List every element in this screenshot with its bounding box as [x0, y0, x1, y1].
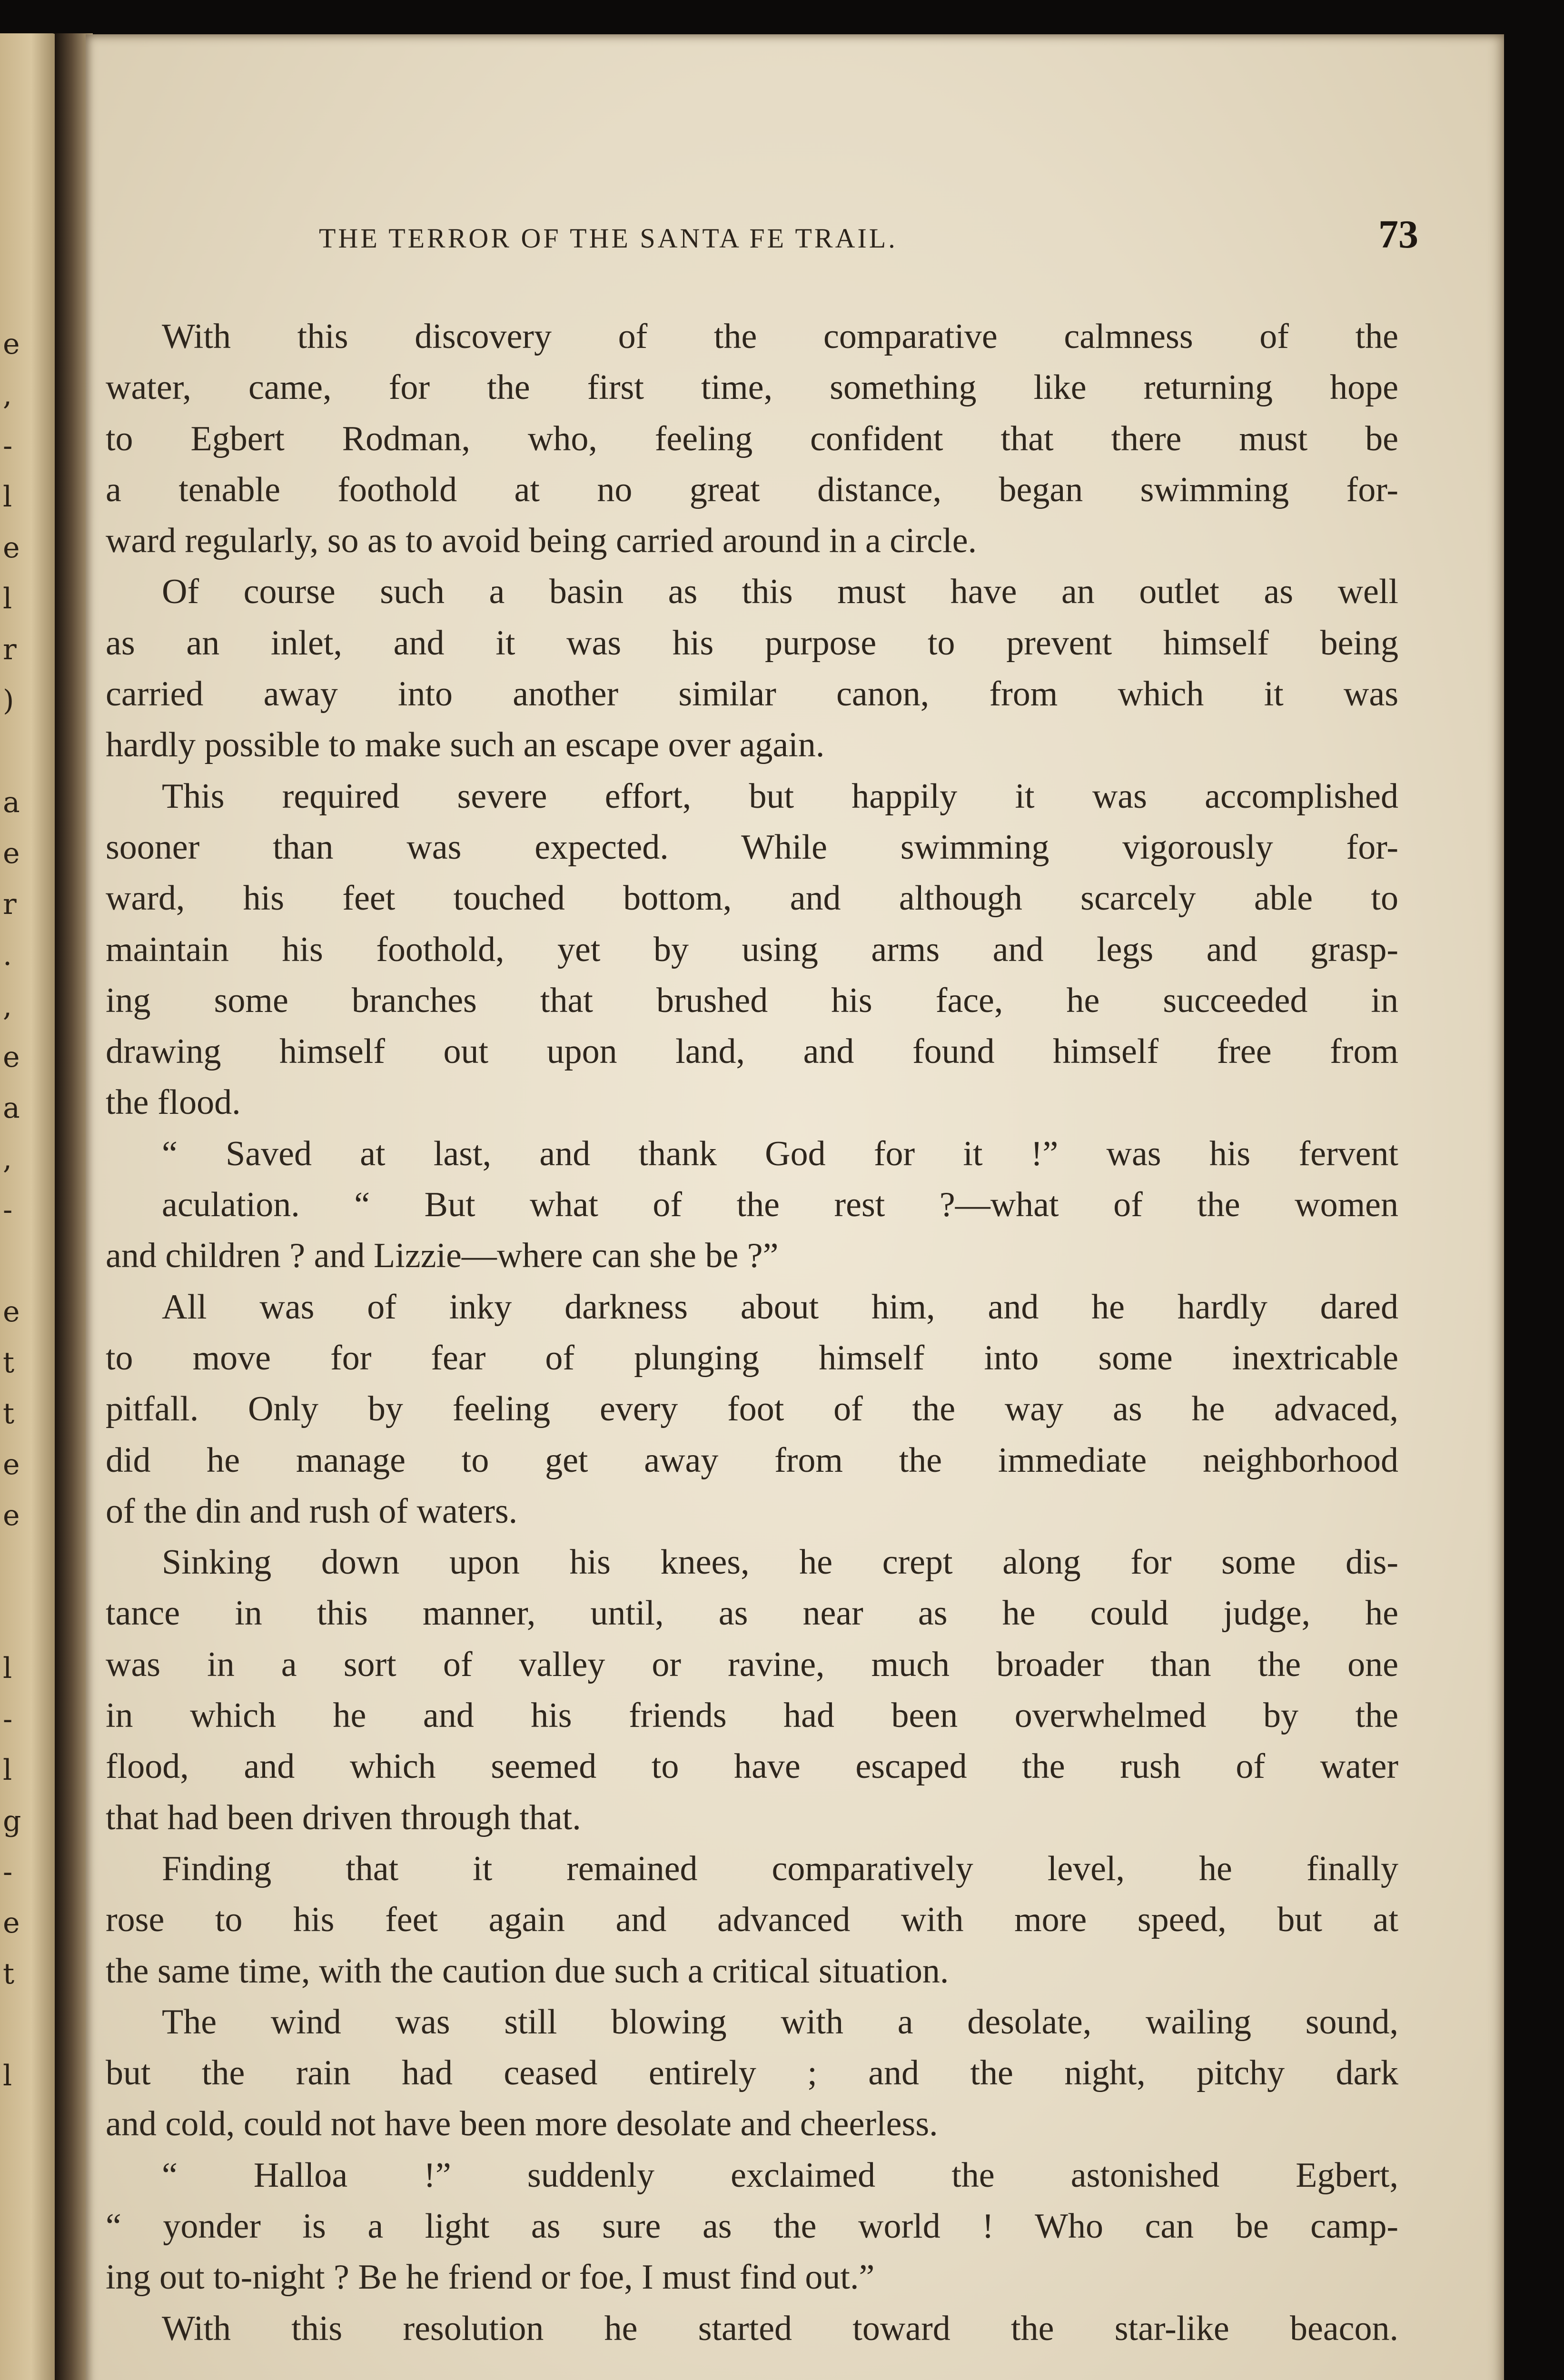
facing-page-fragment — [3, 2000, 31, 2051]
facing-page-fragment: l — [3, 582, 12, 615]
facing-page-fragment — [3, 726, 31, 777]
text-line: ward, his feet touched bottom, and although scarcely able to — [106, 879, 1398, 918]
text-line: did he manage to get away from the immediate neighborhood — [106, 1440, 1398, 1480]
text-line: pitfall. Only by feeling every foot of the way as he advaced, — [106, 1389, 1398, 1429]
text-line: This required severe effort, but happily it was accomplished — [162, 776, 1398, 816]
text-line: was in a sort of valley or ravine, much broader than the one — [106, 1645, 1398, 1684]
book-page — [86, 34, 1504, 2380]
running-head: THE TERROR OF THE SANTA FE TRAIL. — [319, 223, 898, 254]
text-line: ing some branches that brushed his face, he succeeded in — [106, 981, 1398, 1020]
text-line: aculation. “ But what of the rest ?—what of the women — [162, 1185, 1398, 1225]
text-line: ward regularly, so as to avoid being carried around in a circle. — [106, 521, 977, 561]
facing-page-fragment: r — [3, 888, 17, 921]
facing-page-fragment: , — [3, 990, 12, 1023]
text-line: Sinking down upon his knees, he crept along for some dis- — [162, 1543, 1398, 1582]
facing-page-fragment: e — [3, 1906, 20, 1940]
facing-page-fragment — [3, 1236, 31, 1287]
text-line: carried away into another similar canon, from which it was — [106, 674, 1398, 714]
facing-page-fragment: r — [3, 633, 17, 666]
text-line: and cold, could not have been more desolate and cheerless. — [106, 2104, 938, 2144]
facing-page-fragment: l — [3, 1754, 12, 1787]
facing-page-fragment: e — [3, 1041, 20, 1074]
facing-page-fragment — [3, 1592, 31, 1643]
facing-page-fragment: a — [3, 786, 20, 819]
text-line: hardly possible to make such an escape over again. — [106, 725, 825, 765]
text-line: in which he and his friends had been overwhelmed by the — [106, 1696, 1398, 1735]
text-line: ing out to-night ? Be he friend or foe, I must find out.” — [106, 2258, 875, 2297]
facing-page-fragment: t — [3, 1397, 15, 1430]
body-text — [106, 311, 1398, 2354]
text-line: “ Saved at last, and thank God for it !” was his fervent — [162, 1134, 1398, 1173]
page-number: 73 — [1378, 212, 1418, 257]
facing-page-fragment: g — [3, 1805, 21, 1838]
facing-page-fragment: e — [3, 327, 20, 361]
facing-page-fragment: , — [3, 1142, 12, 1176]
facing-page-fragment: a — [3, 1091, 20, 1125]
text-line: rose to his feet again and advanced with more speed, but at — [106, 1900, 1398, 1940]
facing-page-edge — [0, 33, 57, 2380]
facing-page-fragment: - — [3, 429, 13, 463]
facing-page-fragment: t — [3, 1346, 15, 1379]
text-line: flood, and which seemed to have escaped the rush of water — [106, 1747, 1398, 1786]
text-line: tance in this manner, until, as near as he could judge, he — [106, 1594, 1398, 1633]
text-line: With this discovery of the comparative calmness of the — [162, 317, 1398, 356]
facing-page-fragment: l — [3, 2059, 12, 2092]
facing-page-fragment: e — [3, 531, 20, 565]
text-line: “ Halloa !” suddenly exclaimed the astonished Egbert, — [162, 2155, 1398, 2195]
text-line: as an inlet, and it was his purpose to prevent himself being — [106, 623, 1398, 663]
facing-page-fragment — [3, 1541, 31, 1592]
text-line: water, came, for the first time, something like returning hope — [106, 368, 1398, 407]
text-line: With this resolution he started toward the star-like beacon. — [162, 2309, 1398, 2348]
text-line: maintain his foothold, yet by using arms and legs and grasp- — [106, 930, 1398, 969]
facing-page-fragment: e — [3, 1499, 20, 1532]
facing-page-fragment: e — [3, 837, 20, 870]
text-line: Of course such a basin as this must have an outlet as well — [162, 572, 1398, 612]
text-line: to move for fear of plunging himself into some inextricable — [106, 1338, 1398, 1378]
facing-page-fragment: t — [3, 1957, 15, 1991]
text-line: the same time, with the caution due such a critical situation. — [106, 1951, 949, 1991]
text-line: a tenable foothold at no great distance, began swimming for- — [106, 470, 1398, 509]
text-line: and children ? and Lizzie—where can she be ?” — [106, 1236, 779, 1276]
facing-page-fragment: . — [3, 939, 12, 972]
text-line: Finding that it remained comparatively level, he finally — [162, 1849, 1398, 1888]
text-line: drawing himself out upon land, and found himself free from — [106, 1032, 1398, 1071]
text-line: The wind was still blowing with a desolate, wailing sound, — [162, 2002, 1398, 2042]
facing-page-fragment: , — [3, 378, 12, 412]
facing-page-text-fragments — [3, 319, 31, 2102]
facing-page-fragment: - — [3, 1855, 13, 1889]
text-line: All was of inky darkness about him, and he hardly dared — [162, 1287, 1398, 1327]
facing-page-fragment: ) — [3, 684, 14, 717]
text-line: “ yonder is a light as sure as the world ! Who can be camp- — [106, 2206, 1398, 2246]
text-line: sooner than was expected. While swimming vigorously for- — [106, 827, 1398, 867]
facing-page-fragment: e — [3, 1448, 20, 1481]
facing-page-fragment: l — [3, 1652, 12, 1685]
facing-page-fragment: - — [3, 1703, 13, 1736]
facing-page-fragment: e — [3, 1295, 20, 1329]
text-line: of the din and rush of waters. — [106, 1491, 518, 1531]
facing-page-fragment: l — [3, 480, 12, 514]
text-line: but the rain had ceased entirely ; and the night, pitchy dark — [106, 2053, 1398, 2093]
text-line: the flood. — [106, 1083, 241, 1122]
text-line: to Egbert Rodman, who, feeling confident that there must be — [106, 419, 1398, 458]
text-line: that had been driven through that. — [106, 1798, 581, 1837]
facing-page-fragment: - — [3, 1193, 13, 1227]
